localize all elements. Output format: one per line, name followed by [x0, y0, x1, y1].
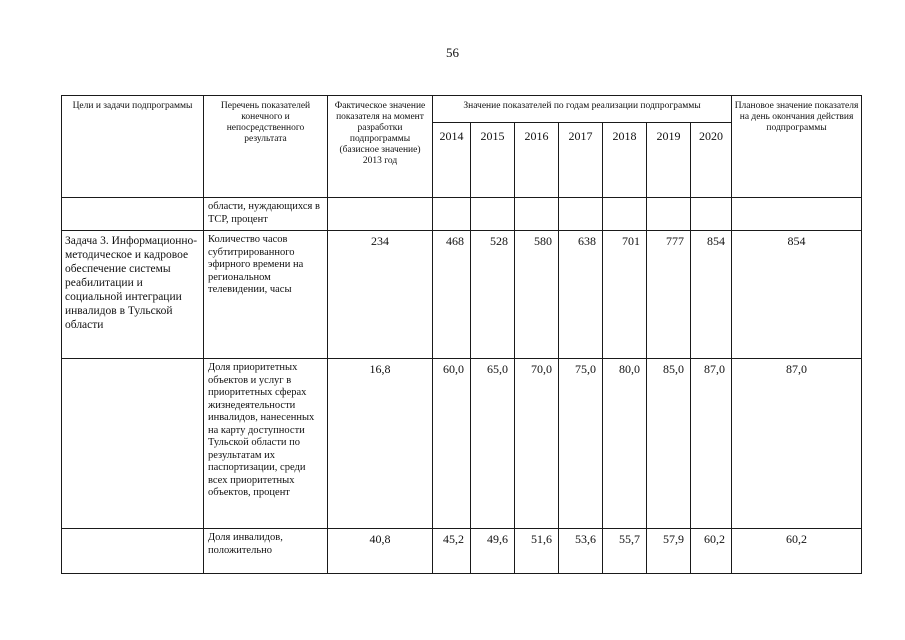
year-value-cell: 777	[647, 231, 691, 359]
header-year: 2016	[515, 123, 559, 198]
header-indicators: Перечень показателей конечного и непосредственного результата	[204, 96, 328, 198]
year-value-cell	[559, 198, 603, 231]
actual-value-cell: 16,8	[328, 359, 433, 529]
planned-value-cell: 854	[732, 231, 862, 359]
actual-value-cell	[328, 198, 433, 231]
actual-value-cell: 234	[328, 231, 433, 359]
indicator-cell: Доля приоритетных объектов и услуг в приоритетных сферах жизнедеятельности инвалидов, нанесенных на карту доступности Тульской области по результатам их паспортизации, среди всех приоритетных объектов, процент	[204, 359, 328, 529]
goal-cell: Задача 3. Информационно-методическое и кадровое обеспечение системы реабилитации и социальной интеграции инвалидов в Тульской области	[62, 231, 204, 359]
header-year: 2019	[647, 123, 691, 198]
indicator-cell: Количество часов субтитрированного эфирного времени на региональном телевидении, часы	[204, 231, 328, 359]
year-value-cell	[691, 198, 732, 231]
header-year: 2018	[603, 123, 647, 198]
year-value-cell	[433, 198, 471, 231]
header-row-top	[62, 96, 862, 123]
year-value-cell: 468	[433, 231, 471, 359]
year-value-cell: 65,0	[471, 359, 515, 529]
year-value-cell: 75,0	[559, 359, 603, 529]
header-year: 2017	[559, 123, 603, 198]
planned-value-cell: 87,0	[732, 359, 862, 529]
year-value-cell: 87,0	[691, 359, 732, 529]
year-value-cell: 854	[691, 231, 732, 359]
year-value-cell: 70,0	[515, 359, 559, 529]
year-value-cell: 51,6	[515, 529, 559, 574]
year-value-cell	[471, 198, 515, 231]
header-year: 2020	[691, 123, 732, 198]
page-number: 56	[446, 45, 459, 60]
year-value-cell: 85,0	[647, 359, 691, 529]
indicator-cell: Доля инвалидов, положительно	[204, 529, 328, 574]
year-value-cell: 60,0	[433, 359, 471, 529]
year-value-cell: 638	[559, 231, 603, 359]
goal-cell	[62, 198, 204, 231]
header-year: 2015	[471, 123, 515, 198]
header-planned-value: Плановое значение показателя на день окончания действия подпрограммы	[732, 96, 862, 198]
year-value-cell: 57,9	[647, 529, 691, 574]
header-years-group: Значение показателей по годам реализации подпрограммы	[433, 96, 732, 123]
planned-value-cell	[732, 198, 862, 231]
year-value-cell: 55,7	[603, 529, 647, 574]
planned-value-cell: 60,2	[732, 529, 862, 574]
table-row	[62, 529, 862, 574]
header-goals: Цели и задачи подпрограммы	[62, 96, 204, 198]
year-value-cell	[647, 198, 691, 231]
header-year: 2014	[433, 123, 471, 198]
year-value-cell: 45,2	[433, 529, 471, 574]
year-value-cell: 49,6	[471, 529, 515, 574]
year-value-cell	[515, 198, 559, 231]
table-row	[62, 359, 862, 529]
year-value-cell: 80,0	[603, 359, 647, 529]
actual-value-cell: 40,8	[328, 529, 433, 574]
table-row	[62, 231, 862, 359]
header-actual-value: Фактическое значение показателя на момент разработки подпрограммы (базисное значение) 2013 год	[328, 96, 433, 198]
year-value-cell: 53,6	[559, 529, 603, 574]
year-value-cell	[603, 198, 647, 231]
indicators-table	[61, 95, 862, 574]
year-value-cell: 60,2	[691, 529, 732, 574]
year-value-cell: 580	[515, 231, 559, 359]
table-row	[62, 198, 862, 231]
year-value-cell: 528	[471, 231, 515, 359]
goal-cell	[62, 529, 204, 574]
year-value-cell: 701	[603, 231, 647, 359]
indicator-cell: области, нуждающихся в ТСР, процент	[204, 198, 328, 231]
goal-cell	[62, 359, 204, 529]
